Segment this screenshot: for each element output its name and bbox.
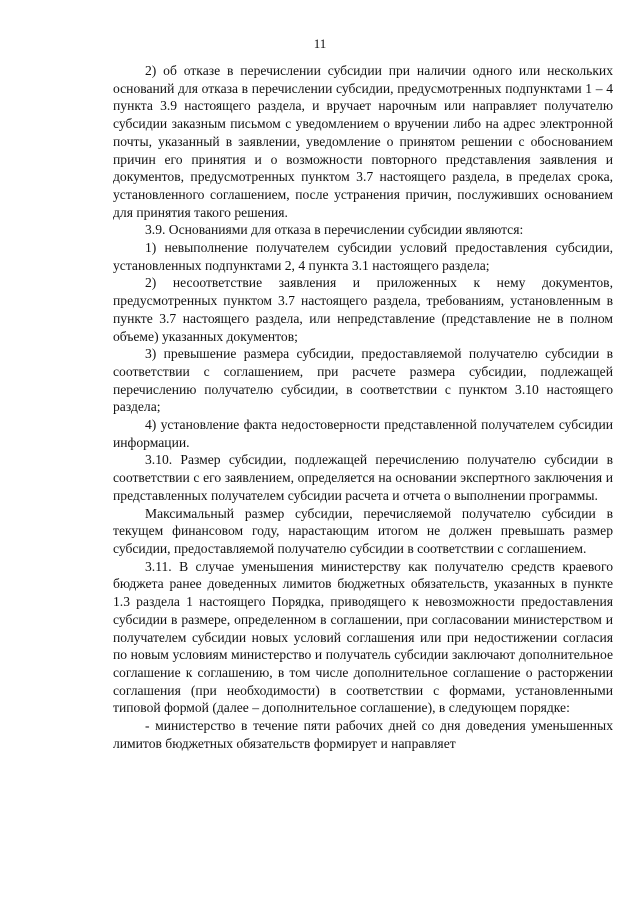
paragraph-refusal-decision: 2) об отказе в перечислении субсидии при наличии одного или нескольких оснований для отказа в перечислении субсидии, предусмотренных подпунктами 1 – 4 пункта 3.9 настоящего раздела, и вручает нарочным или направляет получателю субсидии заказным письмом с уведомлением о вручении либо на адрес электронной почты, указанный в заявлении, уведомление о принятом решении с обоснованием причин его принятия и о возможности повторного представления заявления и документов, предусмотренных пунктом 3.7 настоящего раздела, в пределах срока, установленного соглашением, после устранения причин, послуживших основанием для принятия такого решения. xyxy=(113,63,613,220)
page-number: 11 xyxy=(313,36,327,51)
paragraph-maximum-amount: Максимальный размер субсидии, перечисляемой получателю субсидии в текущем финансовом году, нарастающим итогом не должен превышать размер субсидии, предоставляемой получателю субсидии в соответствии с соглашением. xyxy=(113,505,613,556)
paragraph-3-11: 3.11. В случае уменьшения министерству как получателю средств краевого бюджета ранее доведенных лимитов бюджетных обязательств, указанных в пункте 1.3 раздела 1 настоящего Порядка, приводящего к невозможности предоставления субсидии в размере, определенном в соглашении, при согласовании министерством и получателем субсидии новых условий соглашения или при недостижении согласия по новым условиям министерство и получатель субсидии заключают дополнительное соглашение к соглашению, в том числе дополнительное соглашение о расторжении соглашения (при необходимости) в соответствии с формами, установленными типовой формой (далее – дополнительное соглашение), в следующем порядке: xyxy=(113,558,613,716)
paragraph-3-9-item-2: 2) несоответствие заявления и приложенных к нему документов, предусмотренных пунктом 3.7 настоящего раздела, требованиям, установленным в пункте 3.7 настоящего раздела, или непредставление (представление не в полном объеме) указанных документов; xyxy=(113,275,613,344)
paragraph-3-9-item-1: 1) невыполнение получателем субсидии условий предоставления субсидии, установленных подпунктами 2, 4 пункта 3.1 настоящего раздела; xyxy=(113,240,613,273)
document-body xyxy=(113,62,613,752)
paragraph-3-10: 3.10. Размер субсидии, подлежащей перечислению получателю субсидии в соответствии с его заявлением, определяется на основании экспертного заключения и представленных получателем субсидии расчета и отчета о выполнении программы. xyxy=(113,452,613,503)
paragraph-3-9-heading: 3.9. Основаниями для отказа в перечислении субсидии являются: xyxy=(145,222,524,238)
paragraph-3-9-item-4: 4) установление факта недостоверности представленной получателем субсидии информации. xyxy=(113,417,613,450)
paragraph-3-9-item-3: 3) превышение размера субсидии, предоставляемой получателю субсидии в соответствии с соглашением, при расчете размера субсидии, подлежащей перечислению получателю субсидии, в соответствии с пунктом 3.10 настоящего раздела; xyxy=(113,346,613,415)
paragraph-ministry-procedure: - министерство в течение пяти рабочих дней со дня доведения уменьшенных лимитов бюджетных обязательств формирует и направляет xyxy=(113,718,613,751)
